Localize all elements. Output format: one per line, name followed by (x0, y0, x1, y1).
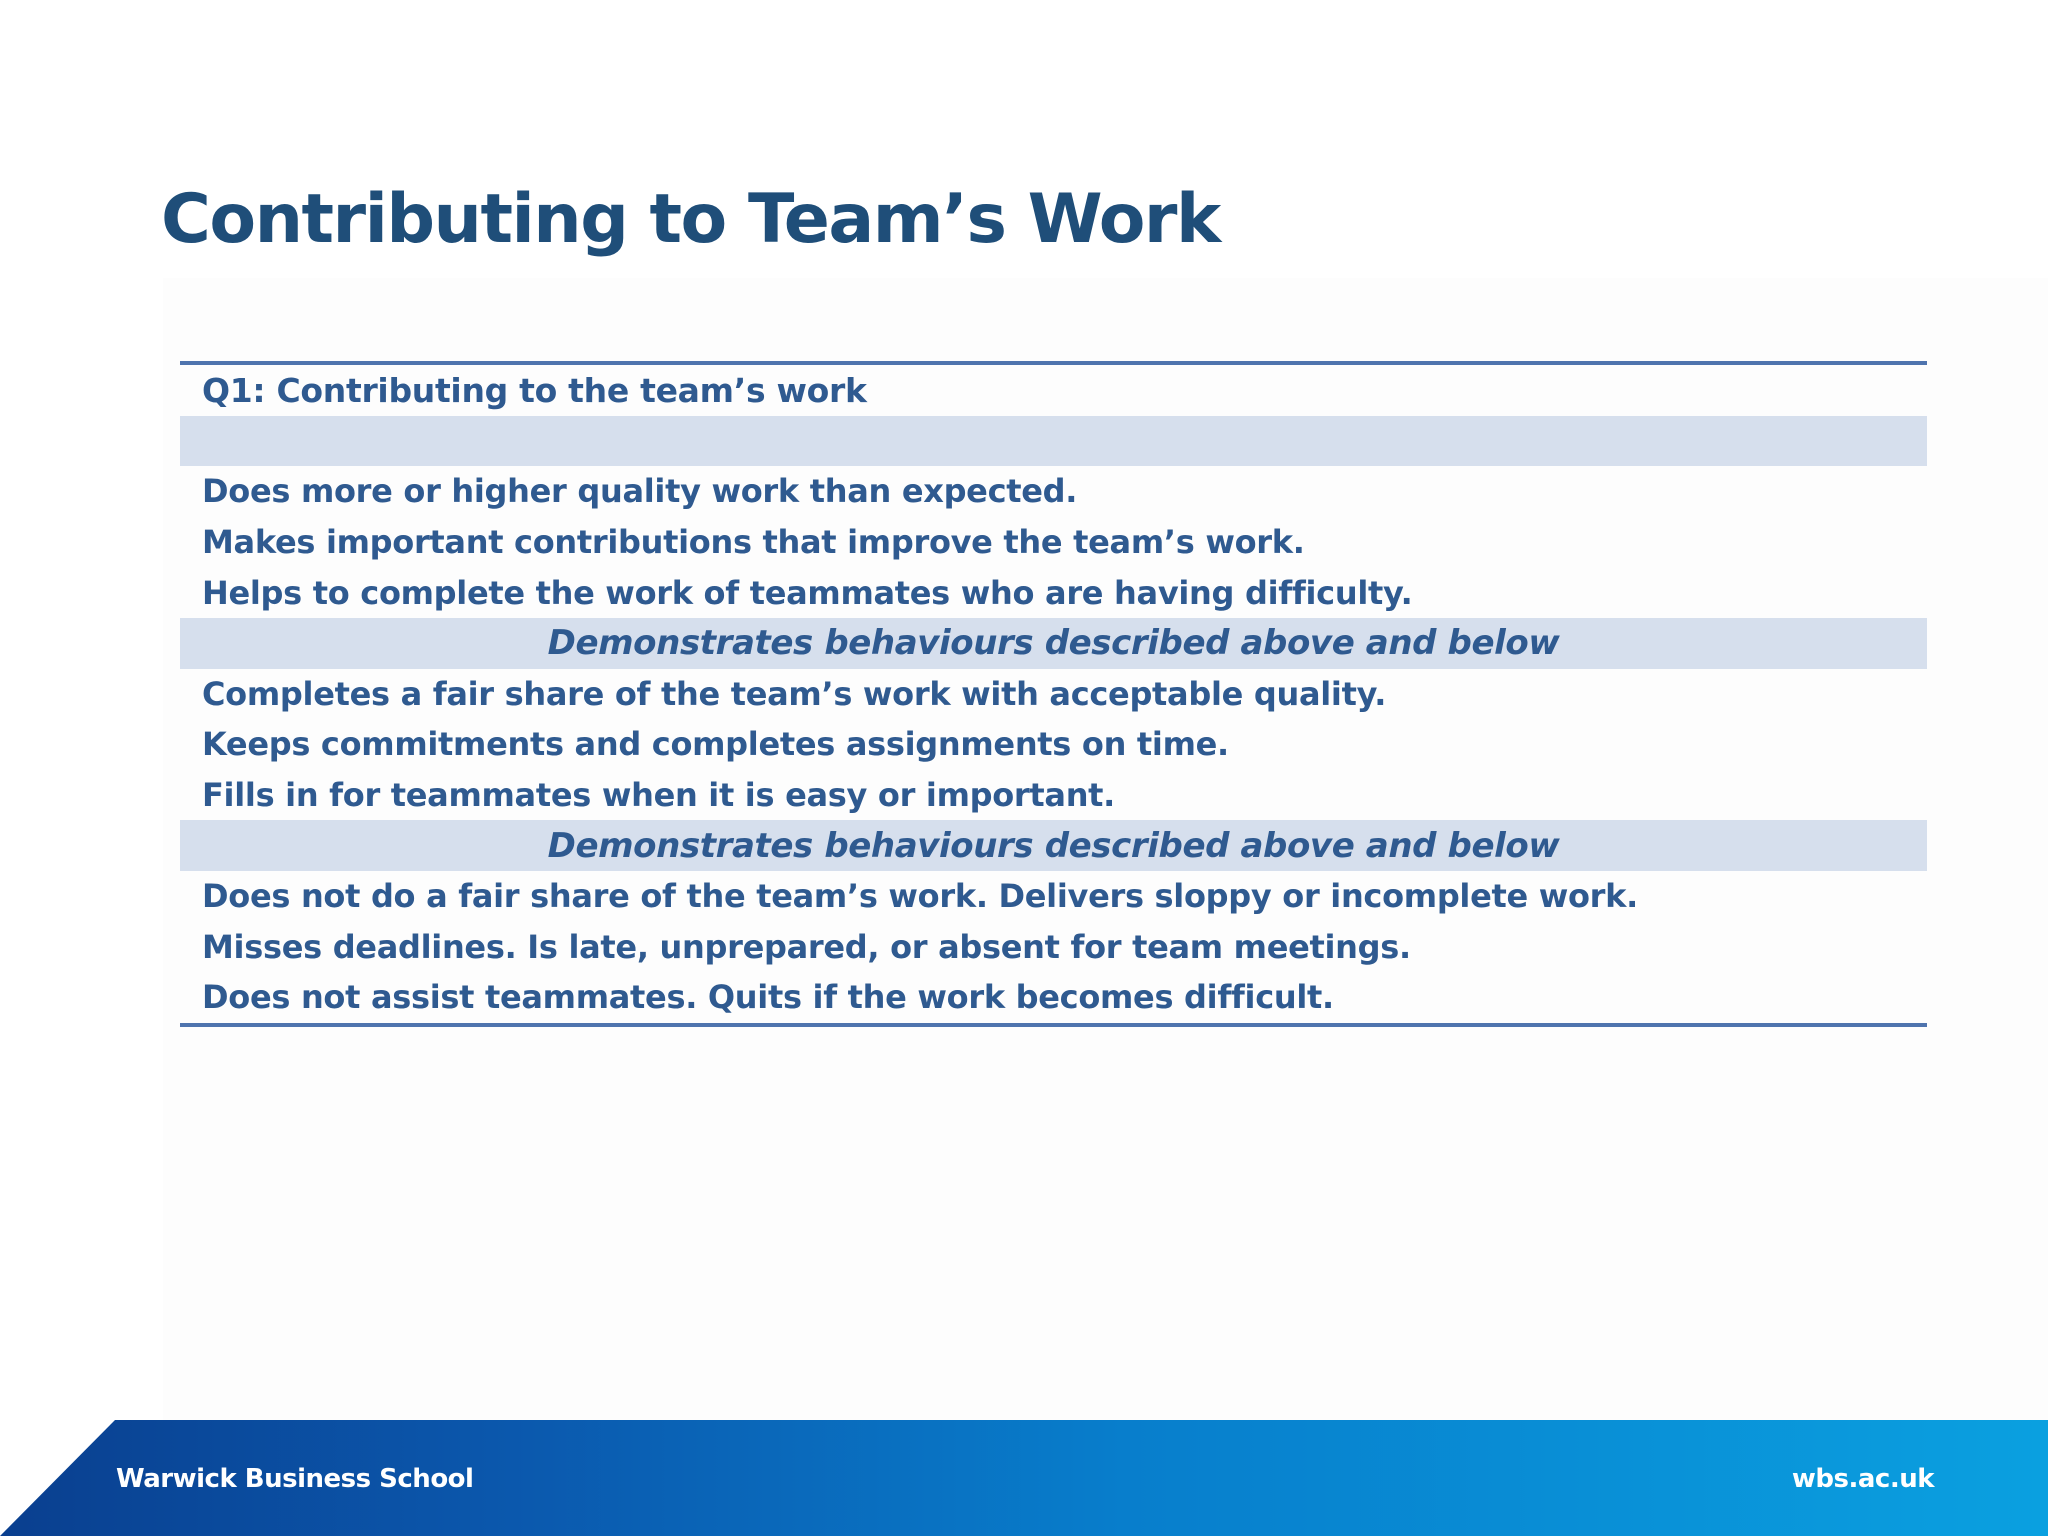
rubric-high-item: Does more or higher quality work than expected. (202, 472, 1078, 511)
slide-title: Contributing to Team’s Work (161, 180, 1220, 259)
rubric-separator: Demonstrates behaviours described above and below (180, 618, 1927, 669)
rubric-high-item: Helps to complete the work of teammates who are having difficulty. (202, 573, 1413, 612)
rubric-mid-item: Keeps commitments and completes assignments on time. (202, 725, 1229, 764)
rubric-high-item: Makes important contributions that improve the team’s work. (202, 523, 1305, 562)
rubric-low-item: Does not do a fair share of the team’s work. Delivers sloppy or incomplete work. (202, 877, 1639, 916)
rubric-mid-item: Fills in for teammates when it is easy or important. (202, 776, 1116, 815)
rubric-table (180, 361, 1927, 1027)
footer-website: wbs.ac.uk (1791, 1464, 1934, 1494)
rubric-mid-item: Completes a fair share of the team’s work with acceptable quality. (202, 674, 1387, 713)
rubric-separator: Demonstrates behaviours described above and below (180, 820, 1927, 871)
rubric-header: Q1: Contributing to the team’s work (202, 370, 867, 410)
rubric-low-item: Misses deadlines. Is late, unprepared, or absent for team meetings. (202, 927, 1411, 966)
rubric-blank-band (180, 416, 1927, 467)
footer-organization: Warwick Business School (116, 1464, 474, 1494)
rubric-low-item: Does not assist teammates. Quits if the work becomes difficult. (202, 978, 1334, 1017)
